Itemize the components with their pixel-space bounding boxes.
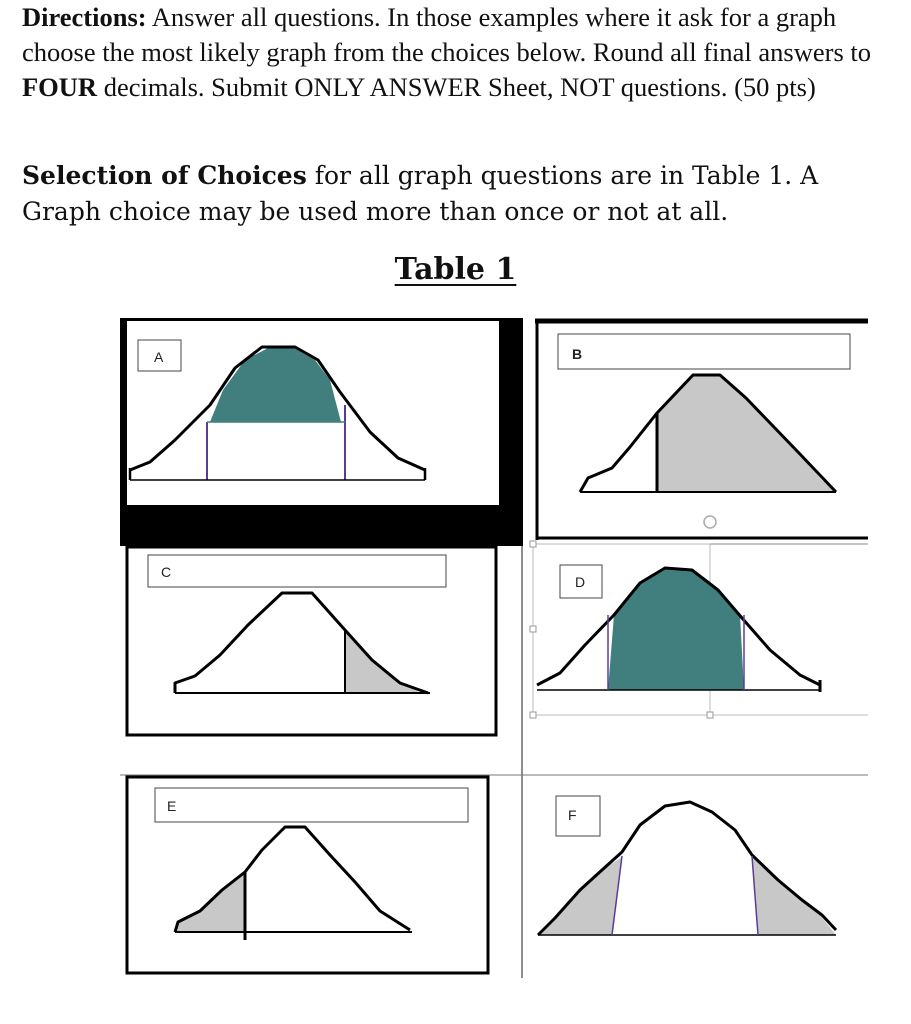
graph-e [127, 777, 488, 973]
selection-label: Selection of Choices [22, 161, 307, 190]
directions-emphasis: FOUR [22, 72, 98, 102]
graph-c-label: C [161, 564, 172, 580]
table-title-text: Table 1 [394, 252, 517, 287]
directions-text-1: Answer all questions. In those examples where it ask for a graph choose the most likely graph from the choices below. Round all final answers to [22, 2, 872, 67]
graph-b-label: B [572, 346, 583, 362]
graph-a-label: A [154, 349, 164, 365]
graph-a [120, 318, 523, 546]
directions-text-2: decimals. Submit ONLY ANSWER Sheet, NOT questions. (50 pts) [97, 72, 816, 102]
graph-d-label: D [575, 574, 586, 590]
graph-c [127, 547, 496, 735]
graph-f-label: F [568, 807, 577, 823]
directions-label: Directions: [22, 2, 147, 32]
selection-text: for all graph questions are in Table 1. A Graph choice may be used more than once or not at all. [22, 161, 819, 226]
graph-b [535, 321, 868, 544]
graph-f [538, 796, 836, 935]
graph-b-shaded-region [657, 375, 836, 492]
graph-d-shaded-region [608, 568, 744, 690]
graph-e-label: E [167, 798, 177, 814]
graph-d [530, 541, 868, 718]
